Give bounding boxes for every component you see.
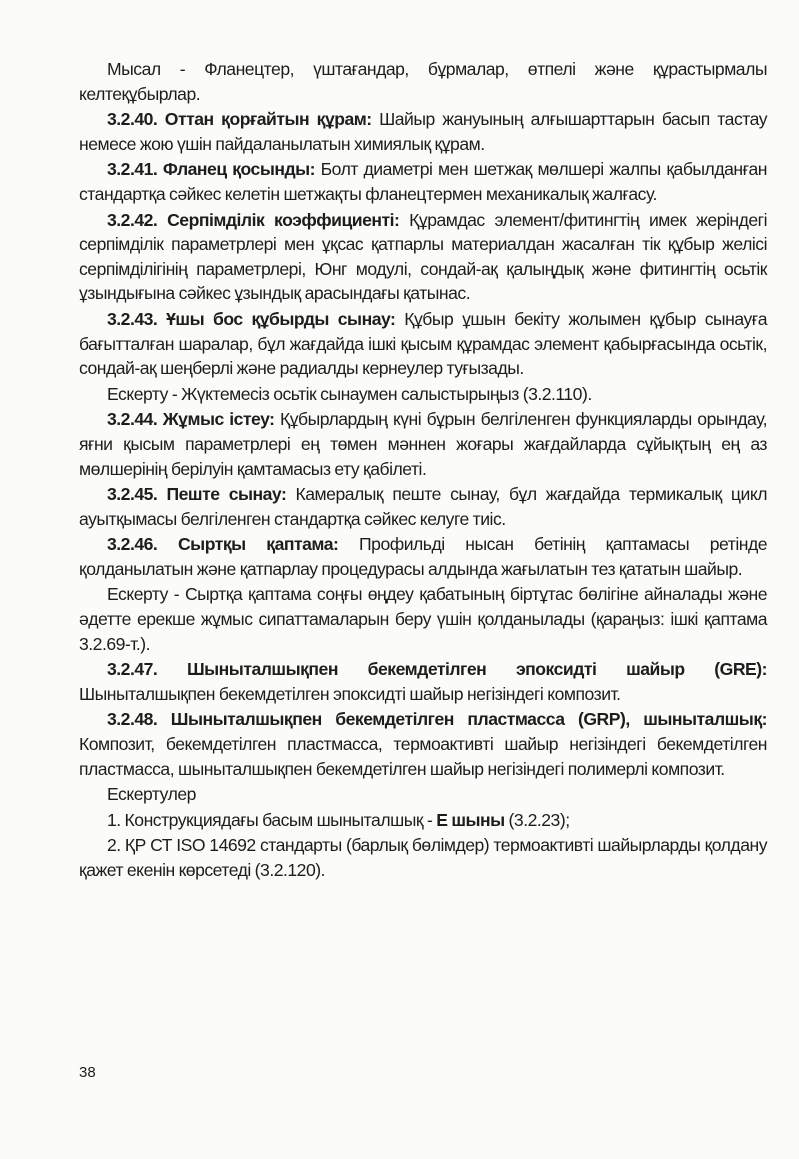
term-heading: 3.2.44. Жұмыс істеу: xyxy=(107,409,275,430)
note-text-before: 1. Конструкциядағы басым шыныталшық - xyxy=(107,809,437,830)
definition-3-2-42 xyxy=(79,208,767,306)
example-paragraph xyxy=(79,57,767,106)
term-heading: 3.2.41. Фланец қосынды: xyxy=(107,159,316,180)
term-definition: Болт диаметрі мен шетжақ мөлшері жалпы қабылданған стандартқа сәйкес келетін шетжақты фланецтермен механикалық жалғасу. xyxy=(79,159,767,204)
definition-3-2-44 xyxy=(79,407,767,481)
term-heading: 3.2.42. Серпімділік коэффициенті: xyxy=(107,209,400,230)
term-definition: Композит, бекемдетілген пластмасса, термоактивті шайыр негізіндегі бекемдетілген пластмасса, шыныталшықпен бекемдетілген шайыр негізіндегі полимерлі композит. xyxy=(79,734,767,779)
term-definition: Шайыр жануының алғышарттарын басып тастау немесе жою үшін пайдаланылатын химиялық құрам. xyxy=(79,109,767,154)
term-definition: Шыныталшықпен бекемдетілген эпоксидті шайыр негізіндегі композит. xyxy=(79,683,621,704)
notes-heading xyxy=(79,782,767,807)
definition-3-2-48 xyxy=(79,707,767,781)
definition-3-2-40 xyxy=(79,107,767,156)
definition-3-2-46 xyxy=(79,532,767,581)
definition-3-2-41 xyxy=(79,157,767,206)
definition-3-2-47 xyxy=(79,657,767,706)
paragraph-text: Ескерту - Жүктемесіз осьтік сынаумен салыстырыңыз (3.2.110). xyxy=(107,383,592,404)
note-bold-term: Е шыны xyxy=(436,809,505,830)
term-definition: Құбыр ұшын бекіту жолымен құбыр сынауға бағытталған шаралар, бұл жағдайда ішкі қысым құрамдас элемент қабырғасында осьтік, сондай-ақ шеңберлі және радиалды кернеулер туғызады. xyxy=(79,308,767,379)
term-heading: 3.2.48. Шыныталшықпен бекемдетілген пластмасса (GRP), шыныталшық: xyxy=(107,709,767,730)
document-page xyxy=(79,57,767,884)
note-text-after: (3.2.23); xyxy=(504,809,570,830)
page-number: 38 xyxy=(79,1064,96,1081)
note-paragraph xyxy=(79,582,767,656)
term-heading: 3.2.43. Ұшы бос құбырды сынау: xyxy=(107,308,396,329)
term-heading: 3.2.46. Сыртқы қаптама: xyxy=(107,534,339,555)
definition-3-2-45 xyxy=(79,482,767,531)
paragraph-text: 2. ҚР СТ ISO 14692 стандарты (барлық бөлімдер) термоактивті шайырларды қолдану қажет екенін көрсетеді (3.2.120). xyxy=(79,835,767,880)
term-heading: 3.2.40. Оттан қорғайтын құрам: xyxy=(107,109,372,130)
definition-3-2-43 xyxy=(79,307,767,381)
term-definition: Құбырлардың күні бұрын белгіленген функцияларды орындау, яғни қысым параметрлері ең төмен мәннен жоғары жағдайларда сұйықтың ең аз мөлшерінің берілуін қамтамасыз ету қабілеті. xyxy=(79,409,767,479)
term-heading: 3.2.47. Шыныталшықпен бекемдетілген эпоксидті шайыр (GRE): xyxy=(107,659,767,680)
paragraph-text: Ескерту - Сыртқа қаптама соңғы өңдеу қабатының біртұтас бөлігіне айналады және әдетте ерекше жұмыс сипаттамаларын беру үшін қолданылады (қараңыз: ішкі қаптама 3.2.69-т.). xyxy=(79,584,767,654)
term-heading: 3.2.45. Пеште сынау: xyxy=(107,484,287,505)
note-item-2 xyxy=(79,833,767,882)
note-paragraph xyxy=(79,382,767,407)
paragraph-text: Мысал - Фланецтер, үштағандар, бұрмалар, өтпелі және құрастырмалы келтеқұбырлар. xyxy=(79,59,767,104)
term-definition: Құрамдас элемент/фитингтің имек жеріндегі серпімділік параметрлері мен ұқсас қатпарлы материалдан жасалған тік құбыр желісі серпімділігінің параметрлері, Юнг модулі, сондай-ақ қалыңдық және фитингтің осьтік ұзындығына сәйкес ұзындық арасындағы қатынас. xyxy=(79,209,767,304)
paragraph-text: Ескертулер xyxy=(107,784,196,805)
term-definition: Профильді нысан бетінің қаптамасы ретінде қолданылатын және қатпарлау процедурасы алдында жағылатын тез қататын шайыр. xyxy=(79,534,767,579)
note-item-1 xyxy=(79,808,767,833)
term-definition: Камералық пеште сынау, бұл жағдайда термикалық цикл ауытқымасы белгіленген стандартқа сәйкес келуге тиіс. xyxy=(79,484,767,529)
